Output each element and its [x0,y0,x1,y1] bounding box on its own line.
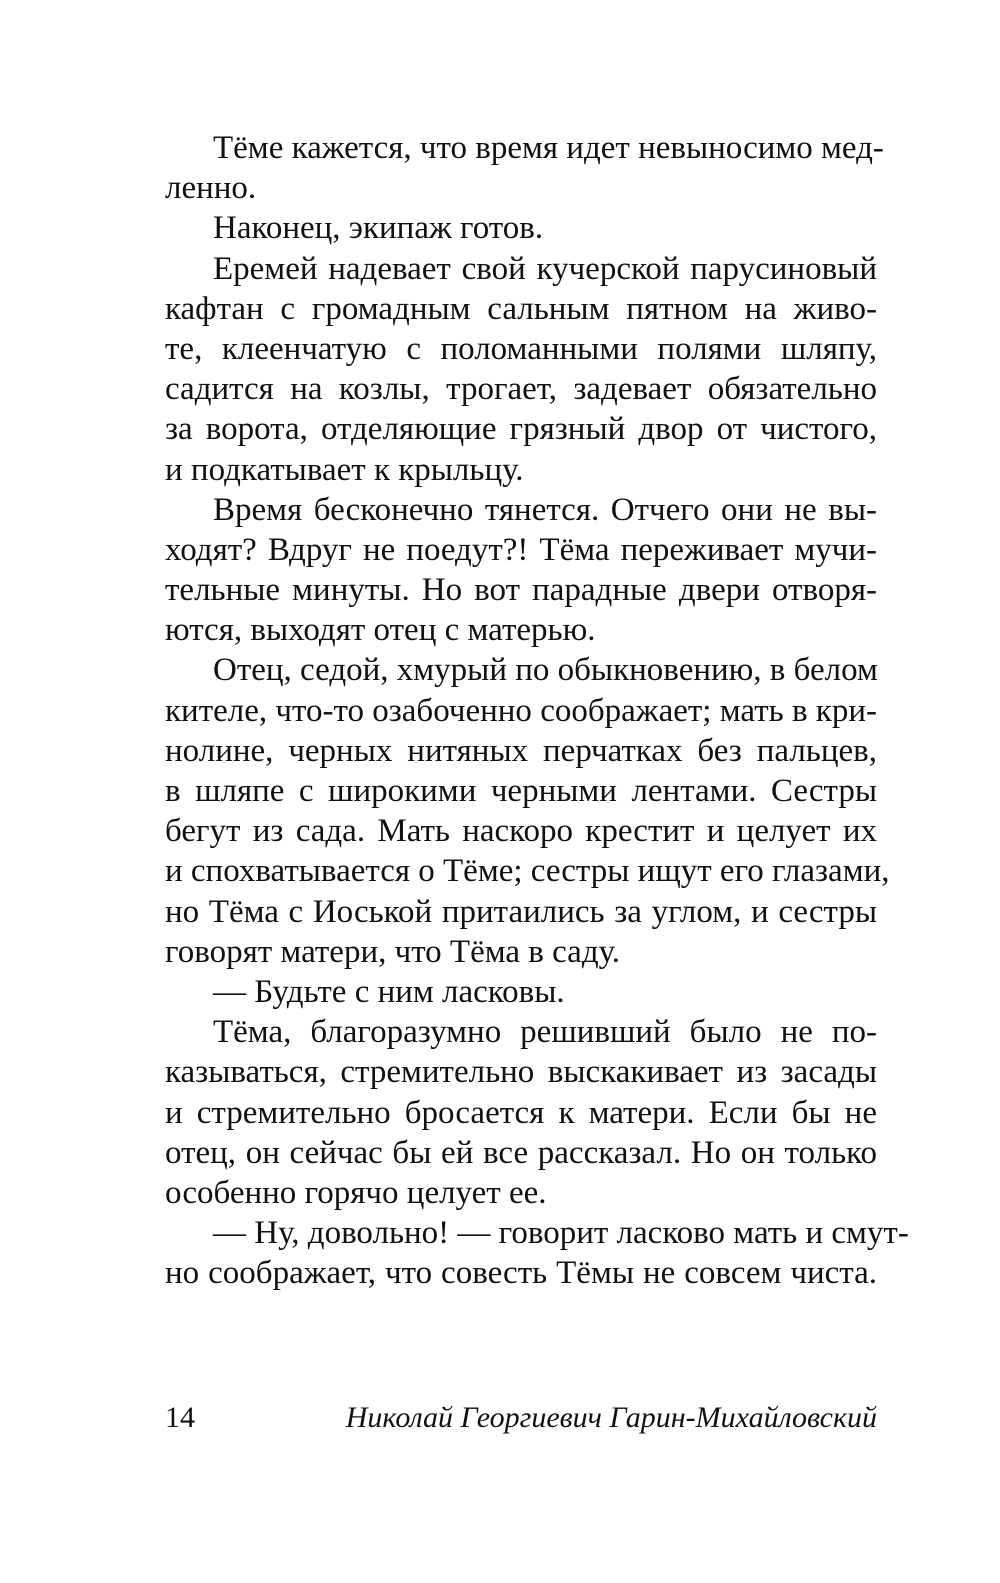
book-page-text [165,128,909,1293]
text-line: ются, выходят отец с матерью. [165,612,596,649]
text-line: за ворота, отделяющие грязный двор от чистого, [165,411,877,448]
text-line: казываться, стремительно выскакивает из засады [165,1054,877,1091]
text-line: и подкатывает к крыльцу. [165,451,524,488]
text-line: садится на козлы, трогает, задевает обязательно [165,371,877,408]
text-line: говорят матери, что Тёма в саду. [165,933,621,970]
text-line: тельные минуты. Но вот парадные двери отворя- [165,572,877,609]
text-line: нолине, черных нитяных перчатках без пальцев, [165,732,877,769]
text-line: Наконец, экипаж готов. [213,210,544,247]
text-line: особенно горячо целует ее. [165,1174,547,1211]
text-line: те, клеенчатую с поломанными полями шляпу, [165,330,877,367]
text-line: но соображает, что совесть Тёмы не совсем чиста. [165,1255,877,1292]
text-line: Еремей надевает свой кучерской парусиновый [213,250,877,287]
text-line: Тёма, благоразумно решивший было не по- [213,1014,877,1051]
text-line: Отец, седой, хмурый по обыкновению, в белом [213,652,878,689]
page-number: 14 [165,1401,195,1434]
text-line: в шляпе с широкими черными лентами. Сестры [165,773,877,809]
text-line: и спохватывается о Тёме; сестры ищут его глазами, [165,853,890,890]
text-line: и стремительно бросается к матери. Если бы не [165,1094,877,1131]
page-footer [165,1398,877,1438]
text-line: отец, он сейчас бы ей все рассказал. Но он только [165,1134,877,1171]
text-line: кителе, что-то озабоченно соображает; мать в кри- [165,692,877,729]
text-line: кафтан с громадным сальным пятном на живо- [165,290,877,327]
text-line: Тёме кажется, что время идет невыносимо мед- [213,130,884,166]
text-line: Время бесконечно тянется. Отчего они не вы- [213,491,877,528]
text-line: — Ну, довольно! — говорит ласково мать и смут- [213,1215,909,1252]
text-line: ходят? Вдруг не поедут?! Тёма переживает мучи- [165,531,877,568]
running-title: Николай Георгиевич Гарин-Михайловский [345,1401,877,1434]
text-line: но Тёма с Иоськой притаились за углом, и сестры [165,893,877,930]
text-line: — Будьте с ним ласковы. [213,973,565,1010]
text-line: бегут из сада. Мать наскоро крестит и целует их [165,813,877,850]
text-line: ленно. [165,170,257,207]
